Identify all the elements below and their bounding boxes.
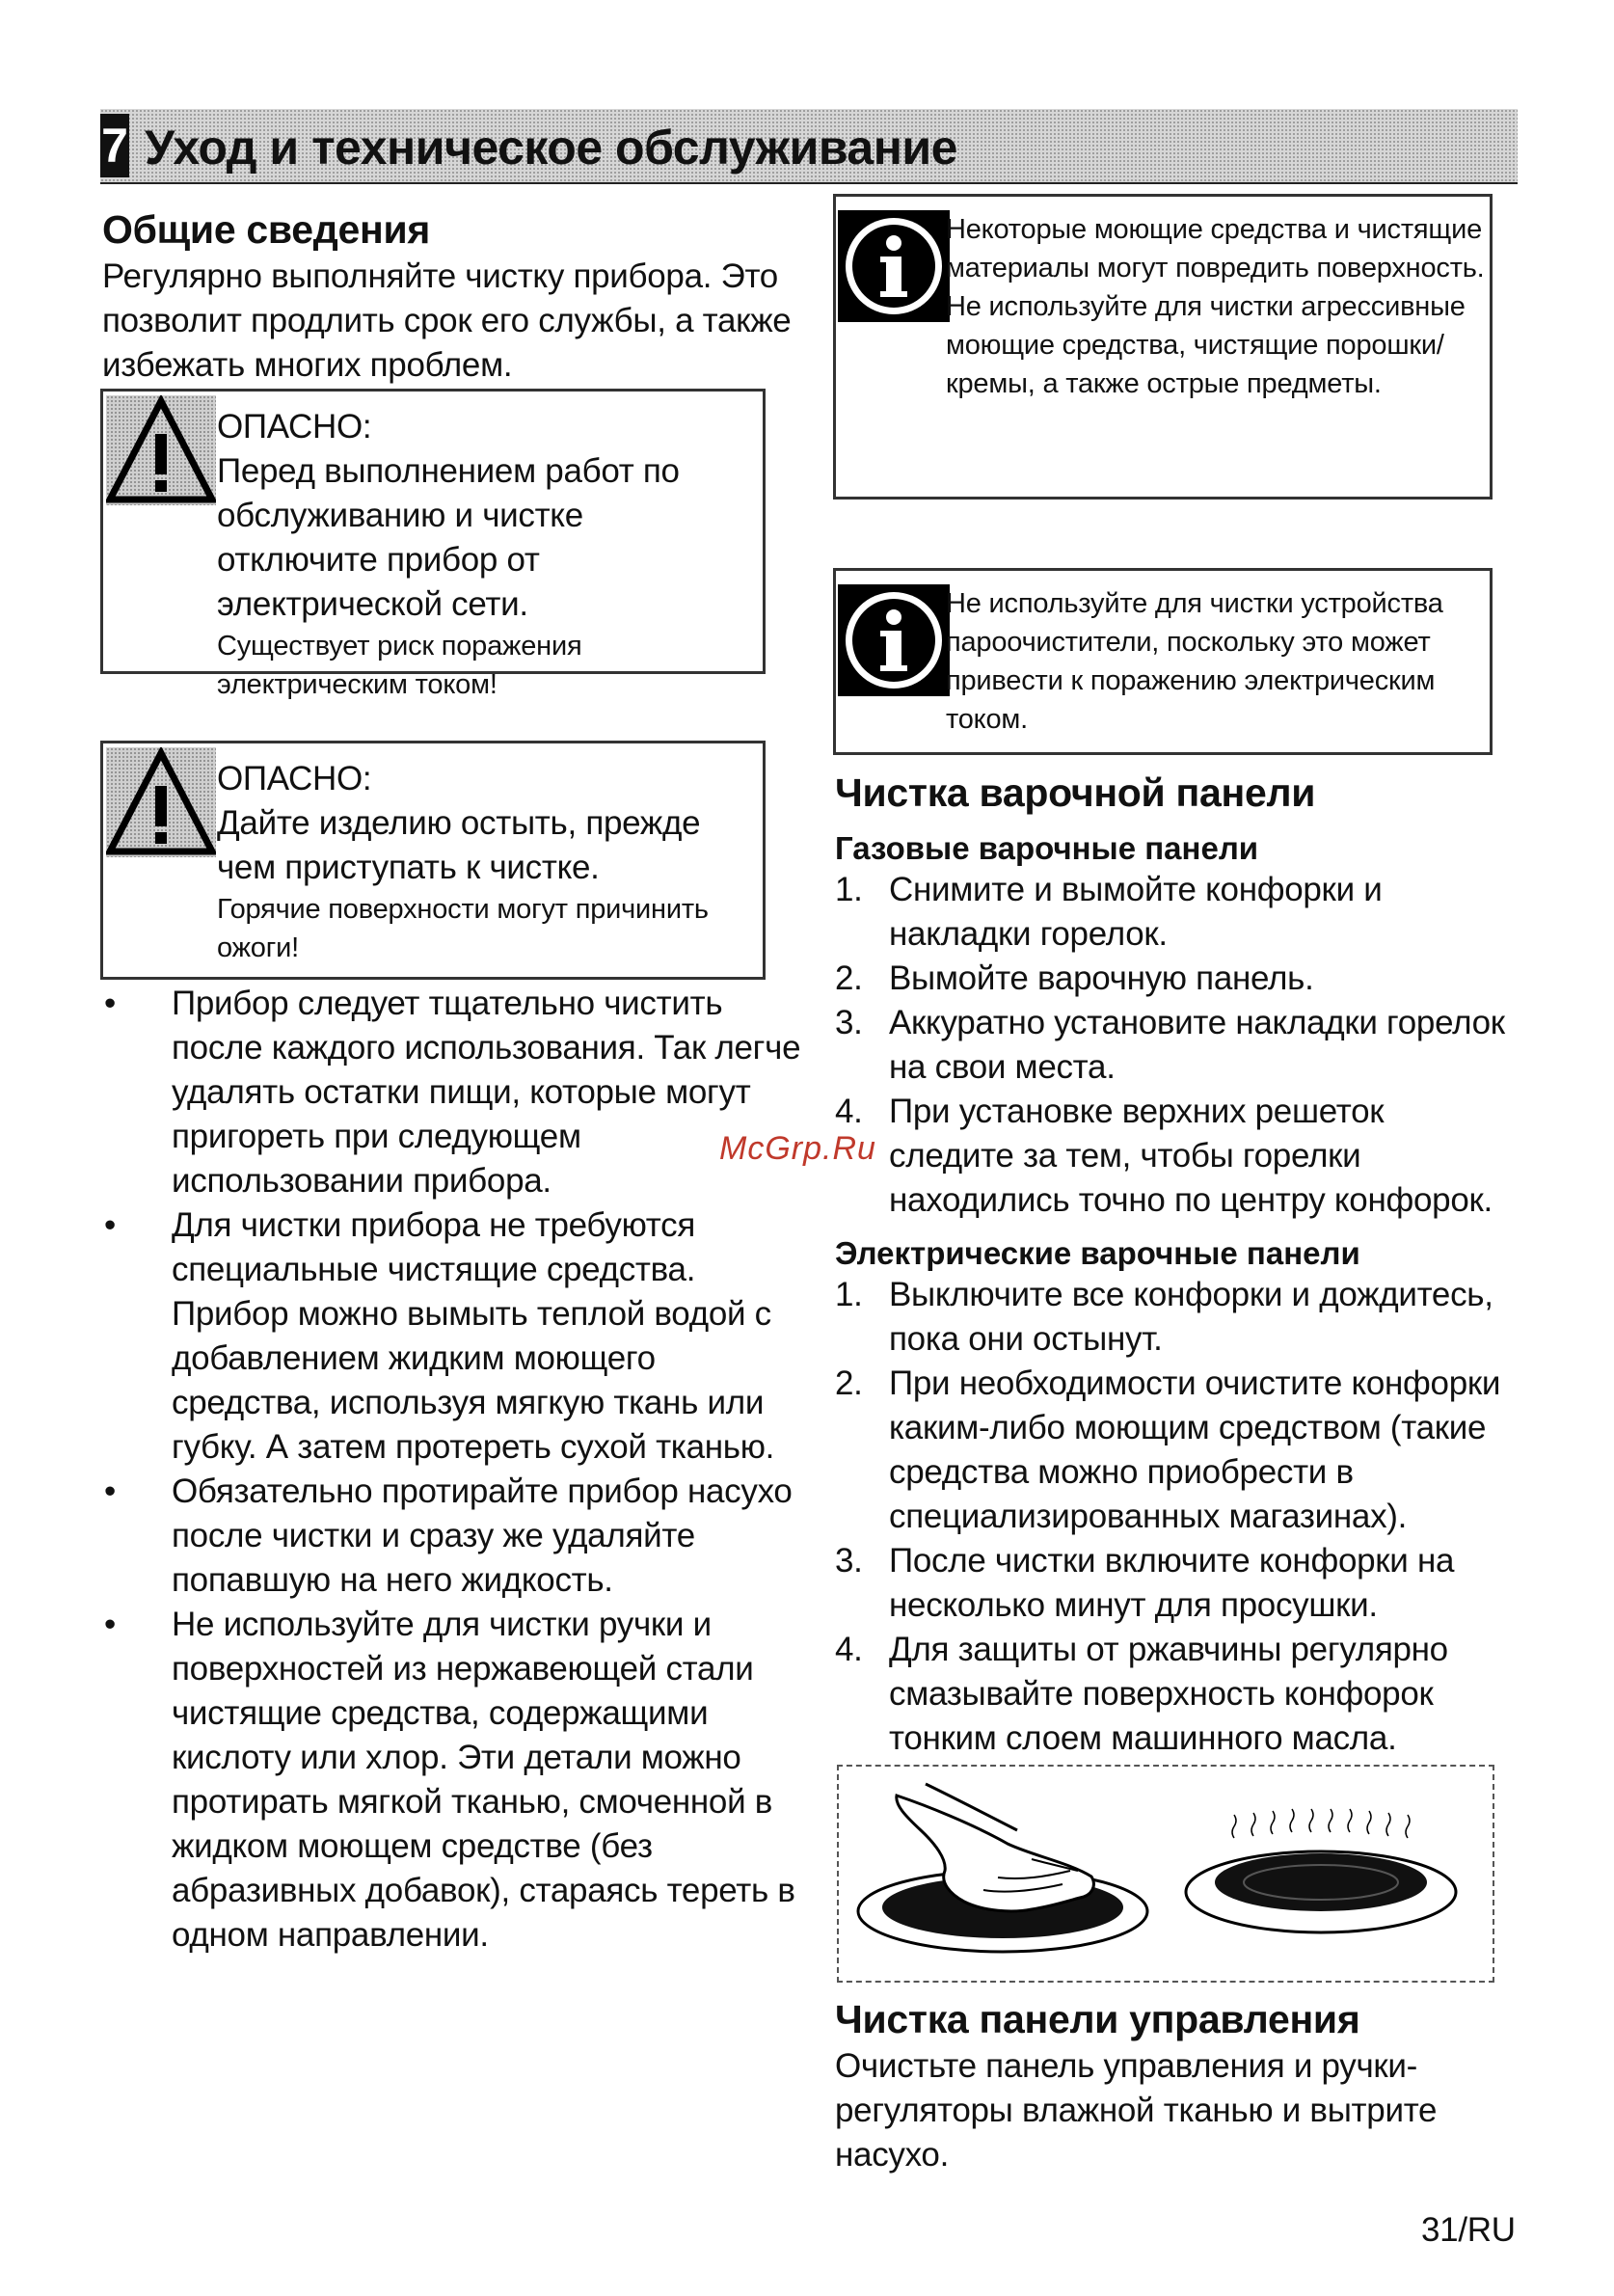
watermark: McGrp.Ru: [719, 1130, 876, 1167]
list-item: 1. Снимите и вымойте конфорки и накладки горелок.: [835, 871, 1383, 953]
danger-note: Горячие поверхности могут причинить ожоги!: [217, 894, 709, 963]
list-item: • Обязательно протирайте прибор насухо после чистки и сразу же удаляйте попавшую на него жидкость.: [102, 1470, 806, 1603]
info-text: Не используйте для чистки агрессивные моющие средства, чистящие порошки/кремы, а также острые предметы.: [946, 291, 1466, 399]
gas-steps-list: [835, 868, 1510, 1223]
info-box-steam: [833, 568, 1493, 755]
control-panel-heading: Чистка панели управления: [835, 1997, 1360, 2041]
general-intro: Регулярно выполняйте чистку прибора. Это позволит продлить срок его службы, а также избежать многих проблем.: [102, 257, 792, 384]
list-item: 2. Вымойте варочную панель.: [835, 959, 1314, 997]
warning-triangle-icon: [106, 747, 216, 857]
electric-steps-list: [835, 1273, 1510, 1761]
info-icon: [838, 210, 950, 322]
hotplate-cleaning-illustration: [837, 1765, 1494, 1983]
warning-triangle-icon: [106, 395, 216, 505]
gas-hob-subheading: Газовые варочные панели: [835, 830, 1259, 866]
control-panel-text: Очистьте панель управления и ручки-регуляторы влажной тканью и вытрите насухо.: [835, 2047, 1438, 2174]
section-number: 7: [100, 114, 129, 177]
danger-text: Перед выполнением работ по обслуживанию и чистке отключите прибор от электрической сети.: [217, 452, 680, 623]
section-title: Уход и техническое обслуживание: [145, 121, 957, 175]
danger-box-electric: [100, 389, 766, 700]
danger-note: Существует риск поражения электрическим током!: [217, 631, 582, 700]
list-item: 4. При установке верхних решеток следите за тем, чтобы горелки находились точно по центру конфорок.: [835, 1093, 1493, 1219]
list-item: • Для чистки прибора не требуются специальные чистящие средства. Прибор можно вымыть теплой водой с добавлением жидким моющего средства, используя мягкую ткань или губку. А затем протереть сухой тканью.: [102, 1203, 806, 1470]
danger-label: ОПАСНО:: [217, 760, 372, 797]
hob-heading: Чистка варочной панели: [835, 770, 1316, 815]
list-item: 3. Аккуратно установите накладки горелок на свои места.: [835, 1004, 1505, 1086]
list-item: • Не используйте для чистки ручки и поверхностей из нержавеющей стали чистящие средства, содержащими кислоту или хлор. Эти детали можно протирать мягкой тканью, смоченной в жидком моющем средстве (без абразивных добавок), стараясь тереть в одном направлении.: [102, 1603, 806, 1958]
info-box-detergents: [833, 194, 1493, 500]
list-item: • Прибор следует тщательно чистить после каждого использования. Так легче удалять остатки пищи, которые могут пригореть при следующем использовании прибора.: [102, 982, 806, 1203]
general-heading: Общие сведения: [102, 207, 430, 252]
list-item: 2. При необходимости очистите конфорки каким-либо моющим средством (такие средства можно приобрести в специализированных магазинах).: [835, 1364, 1501, 1535]
list-item: 1. Выключите все конфорки и дождитесь, пока они остынут.: [835, 1276, 1493, 1358]
danger-text: Дайте изделию остыть, прежде чем приступать к чистке.: [217, 804, 701, 886]
info-text: Некоторые моющие средства и чистящие материалы могут повредить поверхность.: [946, 214, 1485, 284]
care-bullet-list: [102, 982, 806, 1958]
info-icon: [838, 584, 950, 696]
list-item: 4. Для защиты от ржавчины регулярно смазывайте поверхность конфорок тонким слоем машинного масла.: [835, 1631, 1448, 1757]
electric-hob-subheading: Электрические варочные панели: [835, 1235, 1360, 1271]
page-number: 31/RU: [1421, 2211, 1516, 2249]
danger-label: ОПАСНО:: [217, 408, 372, 446]
danger-box-hot: [100, 741, 766, 980]
info-text: Не используйте для чистки устройства пароочистители, поскольку это может привести к поражению электрическим током.: [946, 588, 1443, 735]
list-item: 3. После чистки включите конфорки на несколько минут для просушки.: [835, 1542, 1455, 1624]
